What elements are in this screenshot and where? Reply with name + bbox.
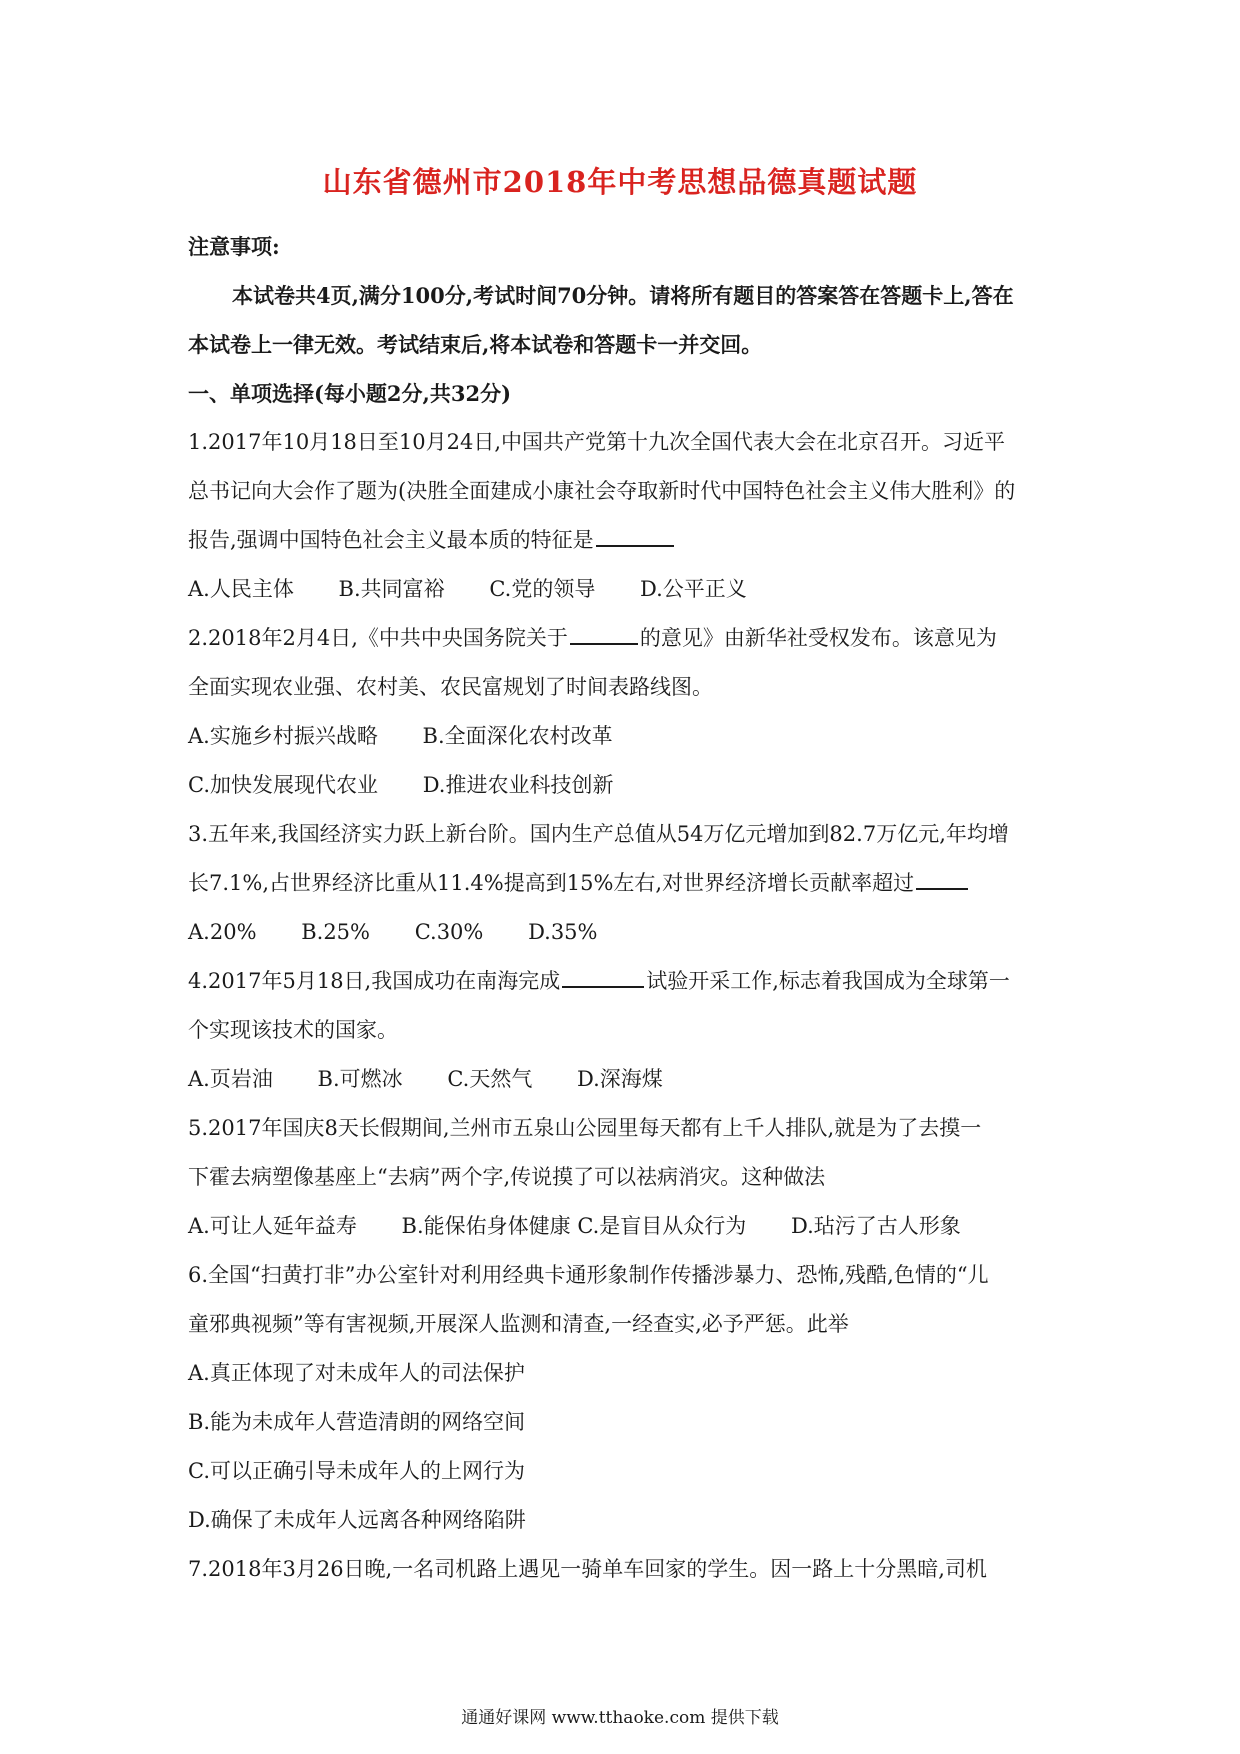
q2-option-c: C.加快发展现代农业	[188, 773, 378, 797]
q4-option-c: C.天然气	[447, 1067, 533, 1091]
q5-option-b-c: B.能保佑身体健康 C.是盲目从众行为	[401, 1214, 747, 1238]
page-footer: 通通好课网 www.tthaoke.com 提供下载	[461, 1708, 779, 1728]
q4-option-d: D.深海煤	[577, 1067, 663, 1091]
q1-line-1: 1.2017年10月18日至10月24日,中国共产党第十九次全国代表大会在北京召开。习近平	[188, 430, 1006, 454]
q6-line-2: 童邪典视频”等有害视频,开展深人监测和清查,一经查实,必予严惩。此举	[188, 1312, 849, 1336]
q1-option-c: C.党的领导	[489, 577, 596, 601]
notice-line-2: 本试卷上一律无效。考试结束后,将本试卷和答题卡一并交回。	[188, 332, 763, 357]
page-title: 山东省德州市2018年中考思想品德真题试题	[322, 165, 918, 199]
q3-options	[188, 908, 1058, 957]
q2-options-row-2	[188, 761, 1058, 810]
q6-option-b: B.能为未成年人营造清朗的网络空间	[188, 1410, 526, 1434]
q3-line-1: 3.五年来,我国经济实力跃上新台阶。国内生产总值从54万亿元增加到82.7万亿元,年均增	[188, 822, 1009, 846]
q2-line-1-b: 的意见》由新华社受权发布。该意见为	[639, 626, 997, 650]
q3-option-d: D.35%	[528, 920, 598, 944]
q4-line-1-b: 试验开采工作,标志着我国成为全球第一	[646, 969, 1010, 993]
q3-option-b: B.25%	[301, 920, 371, 944]
notice-line-1: 本试卷共4页,满分100分,考试时间70分钟。请将所有题目的答案答在答题卡上,答在	[232, 283, 1014, 308]
q2-option-a: A.实施乡村振兴战略	[188, 724, 378, 748]
q4-options	[188, 1055, 1058, 1104]
q2-option-d: D.推进农业科技创新	[422, 773, 614, 797]
q1-line-2: 总书记向大会作了题为(决胜全面建成小康社会夺取新时代中国特色社会主义伟大胜利》的	[188, 479, 1016, 503]
q1-options	[188, 565, 1058, 614]
answer-blank	[562, 986, 644, 988]
q1-option-d: D.公平正义	[640, 577, 747, 601]
q4-option-b: B.可燃冰	[317, 1067, 403, 1091]
answer-blank	[916, 888, 968, 890]
answer-blank	[596, 545, 674, 547]
q7-line-1: 7.2018年3月26日晚,一名司机路上遇见一骑单车回家的学生。因一路上十分黑暗,司机	[188, 1557, 987, 1581]
exam-content	[188, 222, 1058, 1594]
q2-option-b: B.全面深化农村改革	[422, 724, 613, 748]
q4-line-2: 个实现该技术的国家。	[188, 1018, 398, 1042]
q1-option-a: A.人民主体	[188, 577, 294, 601]
section-heading: 一、单项选择(每小题2分,共32分)	[188, 381, 512, 406]
q4-line-1-a: 4.2017年5月18日,我国成功在南海完成	[188, 969, 561, 993]
q3-option-a: A.20%	[188, 920, 257, 944]
answer-blank	[570, 643, 638, 645]
q5-line-1: 5.2017年国庆8天长假期间,兰州市五泉山公园里每天都有上千人排队,就是为了去摸一	[188, 1116, 982, 1140]
q3-option-c: C.30%	[414, 920, 484, 944]
q5-option-a: A.可让人延年益寿	[188, 1214, 357, 1238]
q6-option-d: D.确保了未成年人远离各种网络陷阱	[188, 1508, 526, 1532]
q3-line-2	[188, 859, 1058, 908]
q5-line-2: 下霍去病塑像基座上“去病”两个字,传说摸了可以祛病消灾。这种做法	[188, 1165, 826, 1189]
q6-line-1: 6.全国“扫黄打非”办公室针对利用经典卡通形象制作传播涉暴力、恐怖,残酷,色情的“儿	[188, 1263, 989, 1287]
q2-line-1	[188, 614, 1058, 663]
q2-line-2: 全面实现农业强、农村美、农民富规划了时间表路线图。	[188, 675, 713, 699]
q1-line-3-text: 报告,强调中国特色社会主义最本质的特征是	[188, 528, 594, 552]
q4-line-1	[188, 957, 1058, 1006]
q5-option-d: D.玷污了古人形象	[791, 1214, 961, 1238]
notice-heading: 注意事项:	[188, 234, 280, 259]
q2-options-row-1	[188, 712, 1058, 761]
q1-option-b: B.共同富裕	[338, 577, 445, 601]
q6-option-a: A.真正体现了对未成年人的司法保护	[188, 1361, 525, 1385]
q4-option-a: A.页岩油	[188, 1067, 273, 1091]
q5-options	[188, 1202, 1058, 1251]
q1-line-3	[188, 516, 1058, 565]
q3-line-2-text: 长7.1%,占世界经济比重从11.4%提高到15%左右,对世界经济增长贡献率超过	[188, 871, 915, 895]
q6-option-c: C.可以正确引导未成年人的上网行为	[188, 1459, 525, 1483]
q2-line-1-a: 2.2018年2月4日,《中共中央国务院关于	[188, 626, 568, 650]
